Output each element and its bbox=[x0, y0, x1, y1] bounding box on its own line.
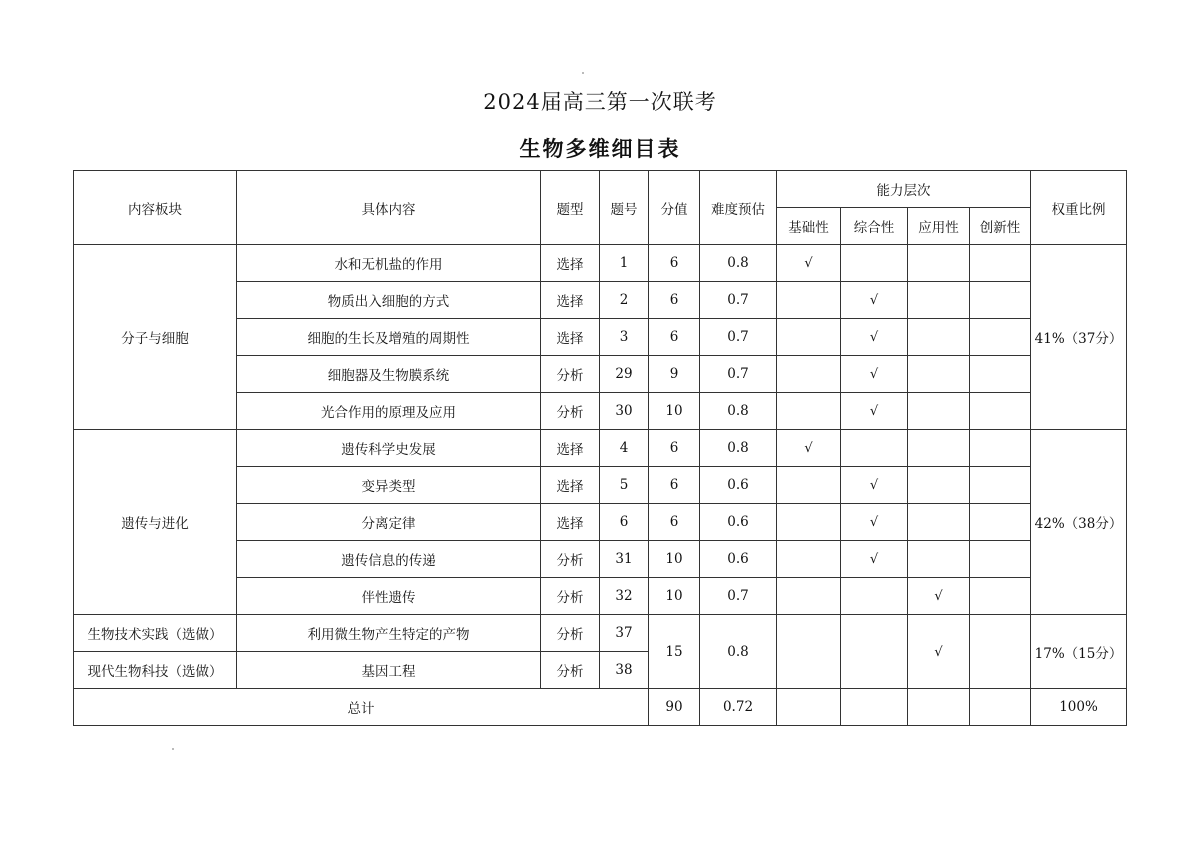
check-mark-icon: √ bbox=[869, 478, 879, 493]
header-content: 具体内容 bbox=[237, 171, 541, 245]
type-cell: 分析 bbox=[541, 578, 600, 615]
level-application-cell bbox=[908, 319, 970, 356]
level-comprehensive-cell bbox=[841, 319, 908, 356]
type-cell: 分析 bbox=[541, 652, 600, 689]
type-cell: 选择 bbox=[541, 282, 600, 319]
level-application-cell bbox=[908, 393, 970, 430]
check-mark-icon: √ bbox=[869, 404, 879, 419]
level-innovation-cell bbox=[970, 467, 1031, 504]
weight-cell: 41%（37分） bbox=[1031, 245, 1127, 430]
level-basic-cell bbox=[777, 393, 841, 430]
type-cell: 选择 bbox=[541, 319, 600, 356]
score-cell: 9 bbox=[649, 356, 700, 393]
content-cell: 变异类型 bbox=[237, 467, 541, 504]
score-cell: 6 bbox=[649, 282, 700, 319]
level-basic-cell bbox=[777, 245, 841, 282]
content-cell: 分离定律 bbox=[237, 504, 541, 541]
content-cell: 利用微生物产生特定的产物 bbox=[237, 615, 541, 652]
level-basic-cell bbox=[777, 356, 841, 393]
level-innovation-cell bbox=[970, 504, 1031, 541]
table-body bbox=[74, 171, 1127, 726]
header-block: 内容板块 bbox=[74, 171, 237, 245]
level-application-cell bbox=[908, 282, 970, 319]
type-cell: 分析 bbox=[541, 615, 600, 652]
type-cell: 选择 bbox=[541, 430, 600, 467]
difficulty-cell: 0.7 bbox=[700, 578, 777, 615]
header-innovation: 创新性 bbox=[970, 208, 1031, 245]
header-number: 题号 bbox=[600, 171, 649, 245]
level-innovation-cell bbox=[970, 430, 1031, 467]
level-innovation-cell bbox=[970, 578, 1031, 615]
number-cell: 5 bbox=[600, 467, 649, 504]
score-cell: 10 bbox=[649, 393, 700, 430]
content-cell: 光合作用的原理及应用 bbox=[237, 393, 541, 430]
total-difficulty: 0.72 bbox=[700, 689, 777, 726]
number-cell: 4 bbox=[600, 430, 649, 467]
total-row bbox=[74, 689, 1127, 726]
type-cell: 分析 bbox=[541, 356, 600, 393]
check-mark-icon: √ bbox=[934, 589, 943, 604]
level-application-cell bbox=[908, 504, 970, 541]
score-cell: 6 bbox=[649, 319, 700, 356]
level-innovation-cell bbox=[970, 393, 1031, 430]
check-mark-icon: √ bbox=[869, 367, 879, 382]
level-basic-cell bbox=[777, 689, 841, 726]
level-innovation-cell bbox=[970, 319, 1031, 356]
total-label: 总计 bbox=[74, 689, 649, 726]
score-cell: 6 bbox=[649, 245, 700, 282]
type-cell: 选择 bbox=[541, 245, 600, 282]
check-mark-icon: √ bbox=[869, 552, 879, 567]
header-score: 分值 bbox=[649, 171, 700, 245]
total-score: 90 bbox=[649, 689, 700, 726]
content-cell: 基因工程 bbox=[237, 652, 541, 689]
content-cell: 水和无机盐的作用 bbox=[237, 245, 541, 282]
table-row bbox=[74, 615, 1127, 652]
content-cell: 遗传科学史发展 bbox=[237, 430, 541, 467]
level-basic-cell bbox=[777, 467, 841, 504]
level-innovation-cell bbox=[970, 356, 1031, 393]
level-basic-cell bbox=[777, 541, 841, 578]
content-cell: 伴性遗传 bbox=[237, 578, 541, 615]
score-cell: 15 bbox=[649, 615, 700, 689]
content-cell: 物质出入细胞的方式 bbox=[237, 282, 541, 319]
page-subtitle: 生物多维细目表 bbox=[519, 136, 681, 161]
level-innovation-cell bbox=[970, 689, 1031, 726]
level-application-cell bbox=[908, 430, 970, 467]
block-cell: 生物技术实践（选做） bbox=[74, 615, 237, 652]
level-innovation-cell bbox=[970, 245, 1031, 282]
difficulty-cell: 0.7 bbox=[700, 282, 777, 319]
difficulty-cell: 0.8 bbox=[700, 393, 777, 430]
level-basic-cell bbox=[777, 282, 841, 319]
difficulty-cell: 0.8 bbox=[700, 245, 777, 282]
difficulty-cell: 0.7 bbox=[700, 319, 777, 356]
total-weight: 100% bbox=[1031, 689, 1127, 726]
level-innovation-cell bbox=[970, 282, 1031, 319]
level-application-cell bbox=[908, 689, 970, 726]
weight-cell: 17%（15分） bbox=[1031, 615, 1127, 689]
level-comprehensive-cell bbox=[841, 578, 908, 615]
number-cell: 1 bbox=[600, 245, 649, 282]
number-cell: 37 bbox=[600, 615, 649, 652]
type-cell: 选择 bbox=[541, 504, 600, 541]
level-basic-cell bbox=[777, 615, 841, 689]
level-basic-cell bbox=[777, 430, 841, 467]
level-application-cell bbox=[908, 578, 970, 615]
level-basic-cell bbox=[777, 504, 841, 541]
level-comprehensive-cell bbox=[841, 504, 908, 541]
table-row bbox=[74, 245, 1127, 282]
header-ability: 能力层次 bbox=[777, 171, 1031, 208]
check-mark-icon: √ bbox=[869, 515, 879, 530]
check-mark-icon: √ bbox=[934, 644, 943, 660]
number-cell: 2 bbox=[600, 282, 649, 319]
level-innovation-cell bbox=[970, 615, 1031, 689]
difficulty-cell: 0.8 bbox=[700, 615, 777, 689]
level-application-cell bbox=[908, 245, 970, 282]
check-mark-icon: √ bbox=[804, 256, 813, 271]
number-cell: 31 bbox=[600, 541, 649, 578]
difficulty-cell: 0.6 bbox=[700, 504, 777, 541]
level-basic-cell bbox=[777, 578, 841, 615]
number-cell: 29 bbox=[600, 356, 649, 393]
score-cell: 6 bbox=[649, 467, 700, 504]
level-application-cell bbox=[908, 615, 970, 689]
content-cell: 遗传信息的传递 bbox=[237, 541, 541, 578]
score-cell: 10 bbox=[649, 578, 700, 615]
level-comprehensive-cell bbox=[841, 541, 908, 578]
block-cell: 现代生物科技（选做） bbox=[74, 652, 237, 689]
level-comprehensive-cell bbox=[841, 430, 908, 467]
header-application: 应用性 bbox=[908, 208, 970, 245]
type-cell: 选择 bbox=[541, 467, 600, 504]
level-comprehensive-cell bbox=[841, 467, 908, 504]
score-cell: 10 bbox=[649, 541, 700, 578]
page-title: 2024届高三第一次联考 bbox=[483, 90, 717, 114]
header-difficulty: 难度预估 bbox=[700, 171, 777, 245]
level-innovation-cell bbox=[970, 541, 1031, 578]
header-weight: 权重比例 bbox=[1031, 171, 1127, 245]
header-basic: 基础性 bbox=[777, 208, 841, 245]
number-cell: 30 bbox=[600, 393, 649, 430]
level-comprehensive-cell bbox=[841, 393, 908, 430]
speck-bottom bbox=[172, 748, 174, 750]
type-cell: 分析 bbox=[541, 541, 600, 578]
level-application-cell bbox=[908, 467, 970, 504]
difficulty-cell: 0.8 bbox=[700, 430, 777, 467]
weight-cell: 42%（38分） bbox=[1031, 430, 1127, 615]
number-cell: 38 bbox=[600, 652, 649, 689]
block-cell: 分子与细胞 bbox=[74, 245, 237, 430]
number-cell: 6 bbox=[600, 504, 649, 541]
header-comprehensive: 综合性 bbox=[841, 208, 908, 245]
number-cell: 3 bbox=[600, 319, 649, 356]
level-basic-cell bbox=[777, 319, 841, 356]
score-cell: 6 bbox=[649, 504, 700, 541]
type-cell: 分析 bbox=[541, 393, 600, 430]
number-cell: 32 bbox=[600, 578, 649, 615]
check-mark-icon: √ bbox=[869, 293, 879, 308]
content-cell: 细胞器及生物膜系统 bbox=[237, 356, 541, 393]
spec-table bbox=[73, 170, 1127, 726]
level-application-cell bbox=[908, 541, 970, 578]
level-application-cell bbox=[908, 356, 970, 393]
level-comprehensive-cell bbox=[841, 282, 908, 319]
difficulty-cell: 0.6 bbox=[700, 467, 777, 504]
check-mark-icon: √ bbox=[869, 330, 879, 345]
level-comprehensive-cell bbox=[841, 689, 908, 726]
difficulty-cell: 0.7 bbox=[700, 356, 777, 393]
content-cell: 细胞的生长及增殖的周期性 bbox=[237, 319, 541, 356]
difficulty-cell: 0.6 bbox=[700, 541, 777, 578]
speck-top bbox=[582, 72, 584, 74]
check-mark-icon: √ bbox=[804, 441, 813, 456]
block-cell: 遗传与进化 bbox=[74, 430, 237, 615]
level-comprehensive-cell bbox=[841, 615, 908, 689]
table-row bbox=[74, 430, 1127, 467]
score-cell: 6 bbox=[649, 430, 700, 467]
level-comprehensive-cell bbox=[841, 245, 908, 282]
level-comprehensive-cell bbox=[841, 356, 908, 393]
header-type: 题型 bbox=[541, 171, 600, 245]
